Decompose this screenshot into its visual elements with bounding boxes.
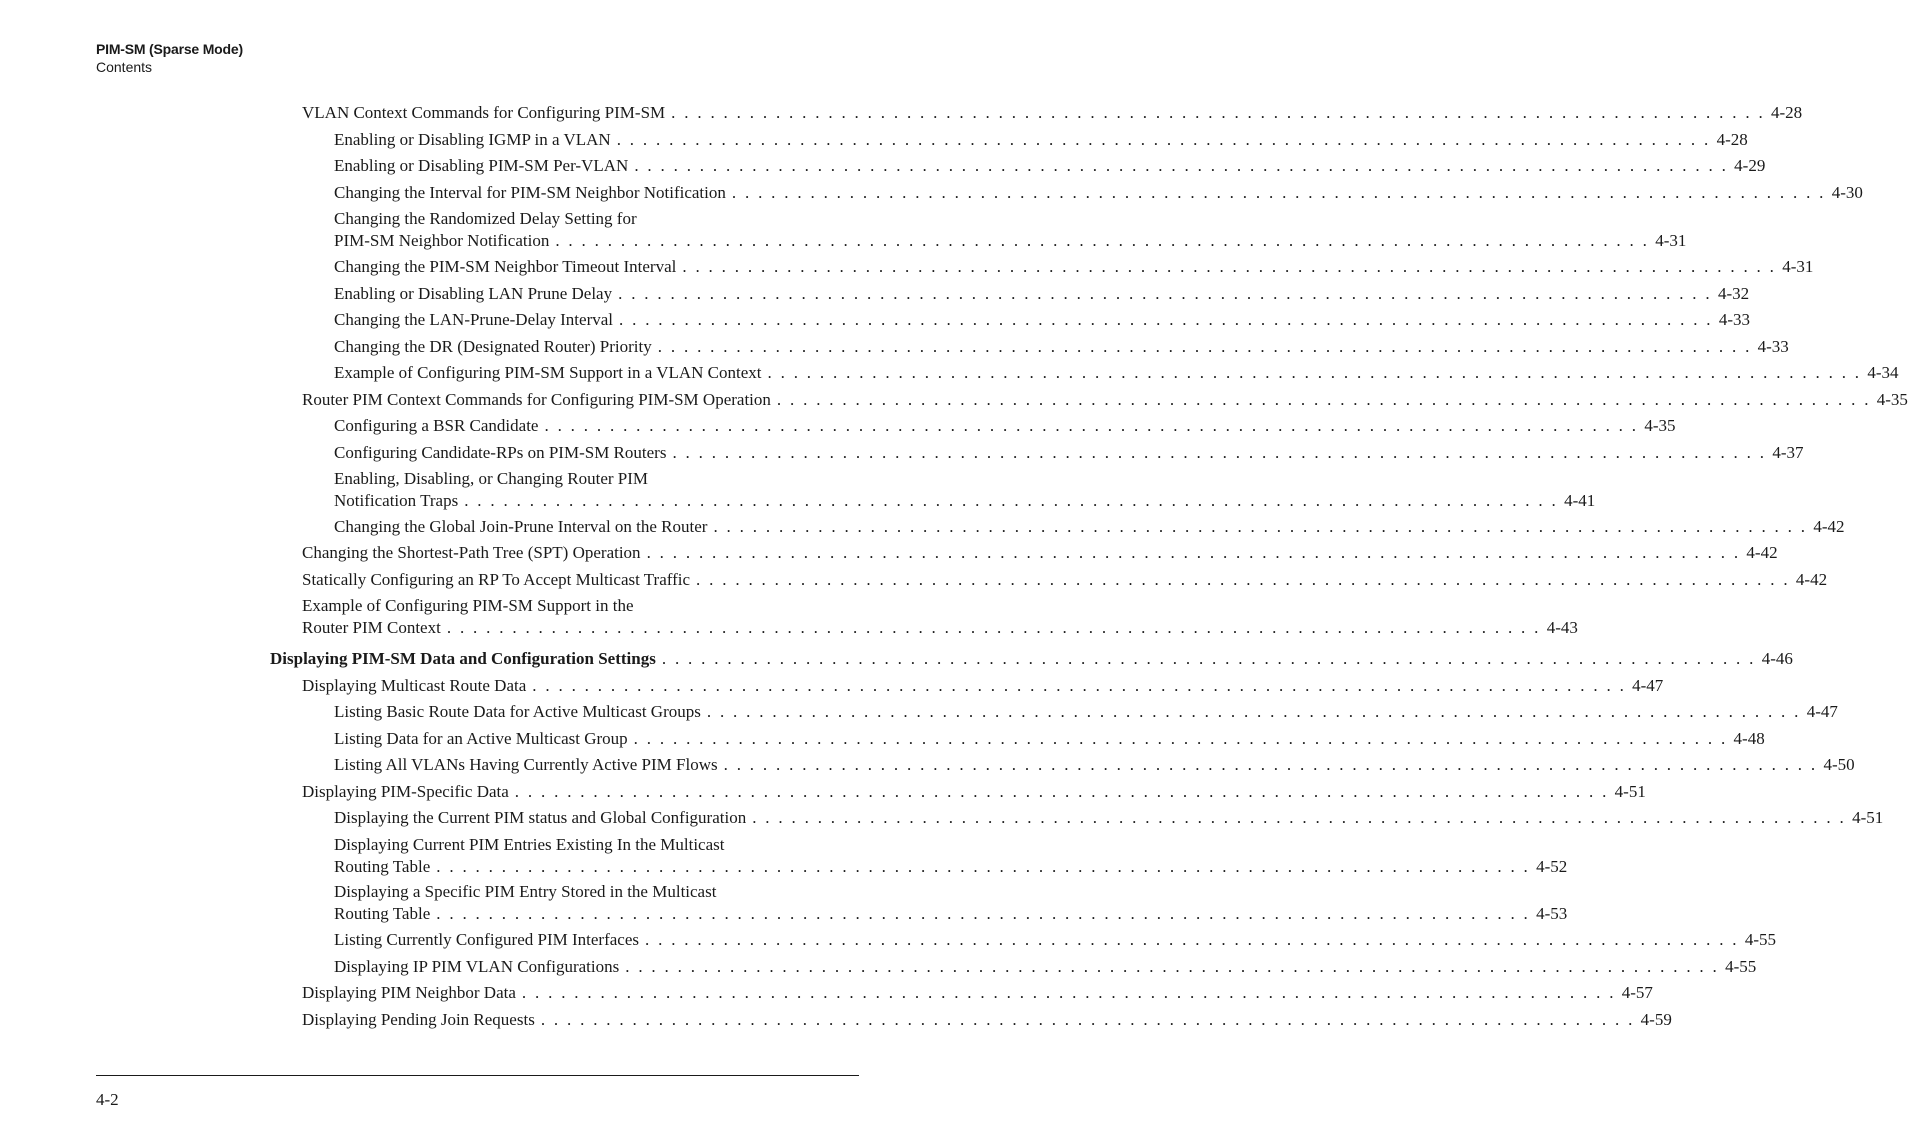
toc-entry-page: 4-46 xyxy=(1761,649,1793,668)
toc-entry[interactable] xyxy=(0,182,1863,204)
toc-entry[interactable] xyxy=(0,834,1568,878)
dot-leader: . . . . . . . . . . . . . . . . . . . . . . . . . . . . . . . . . . . . . . . . . . . . . . . . . . . . . . . . . . . . . . . . . . . . . . . . . . . . . . . . . . . . xyxy=(540,1010,1635,1029)
toc-entry[interactable] xyxy=(0,415,1676,437)
dot-leader: . . . . . . . . . . . . . . . . . . . . . . . . . . . . . . . . . . . . . . . . . . . . . . . . . . . . . . . . . . . . . . . . . . . . . . . . . . . . . . . . . . . . xyxy=(713,517,1808,536)
toc-entry[interactable] xyxy=(0,283,1750,305)
toc-entry-title: PIM-SM Neighbor Notification xyxy=(334,231,550,250)
toc-entry-page: 4-31 xyxy=(1655,231,1687,250)
toc-entry[interactable] xyxy=(0,754,1855,776)
toc-entry-title: VLAN Context Commands for Configuring PIM-SM xyxy=(302,103,666,122)
dot-leader: . . . . . . . . . . . . . . . . . . . . . . . . . . . . . . . . . . . . . . . . . . . . . . . . . . . . . . . . . . . . . . . . . . . . . . . . . . . . . . . . . . . . xyxy=(672,443,1767,462)
toc-entry[interactable] xyxy=(0,956,1757,978)
toc-entry-page: 4-37 xyxy=(1772,443,1804,462)
toc-entry-page: 4-52 xyxy=(1536,857,1568,876)
toc-entry[interactable] xyxy=(0,728,1765,750)
toc-entry-page: 4-28 xyxy=(1716,130,1748,149)
toc-entry[interactable] xyxy=(0,595,1578,639)
toc-entry-title: Notification Traps xyxy=(334,491,459,510)
dot-leader: . . . . . . . . . . . . . . . . . . . . . . . . . . . . . . . . . . . . . . . . . . . . . . . . . . . . . . . . . . . . . . . . . . . . . . . . . . . . . . . . . . . . xyxy=(555,231,1650,250)
dot-leader: . . . . . . . . . . . . . . . . . . . . . . . . . . . . . . . . . . . . . . . . . . . . . . . . . . . . . . . . . . . . . . . . . . . . . . . . . . . . . . . . . . . . xyxy=(619,310,1713,329)
toc-entry[interactable] xyxy=(0,807,1884,829)
toc-entry-page: 4-48 xyxy=(1733,729,1765,748)
toc-entry[interactable] xyxy=(0,155,1766,177)
toc-entry-page: 4-43 xyxy=(1546,618,1578,637)
toc-entry[interactable] xyxy=(0,929,1777,951)
dot-leader: . . . . . . . . . . . . . . . . . . . . . . . . . . . . . . . . . . . . . . . . . . . . . . . . . . . . . . . . . . . . . . . . . . . . . . . . . . . . . . . . . . . . xyxy=(436,904,1531,923)
toc-entry-page: 4-51 xyxy=(1852,808,1884,827)
toc-entry-title: Enabling or Disabling IGMP in a VLAN xyxy=(334,130,611,149)
dot-leader: . . . . . . . . . . . . . . . . . . . . . . . . . . . . . . . . . . . . . . . . . . . . . . . . . . . . . . . . . . . . . . . . . . . . . . . . . . . . . . . . . . . . xyxy=(616,130,1711,149)
dot-leader: . . . . . . . . . . . . . . . . . . . . . . . . . . . . . . . . . . . . . . . . . . . . . . . . . . . . . . . . . . . . . . . . . . . . . . . . . . . . . . . . . . . . xyxy=(521,983,1616,1002)
toc-entry-title: Enabling or Disabling PIM-SM Per-VLAN xyxy=(334,156,629,175)
toc-entry-title: Changing the Shortest-Path Tree (SPT) Operation xyxy=(302,543,641,562)
toc-entry-title: Routing Table xyxy=(334,904,431,923)
toc-entry-title: Configuring a BSR Candidate xyxy=(334,416,539,435)
toc-entry[interactable] xyxy=(0,129,1748,151)
toc-entry[interactable] xyxy=(0,542,1778,564)
toc-entry[interactable] xyxy=(0,881,1568,925)
toc-entry-title: Displaying PIM Neighbor Data xyxy=(302,983,516,1002)
toc-entry[interactable] xyxy=(0,102,1803,124)
toc-entry[interactable] xyxy=(0,389,1908,411)
toc-entry[interactable] xyxy=(0,569,1828,591)
toc-entry[interactable] xyxy=(0,468,1596,512)
dot-leader: . . . . . . . . . . . . . . . . . . . . . . . . . . . . . . . . . . . . . . . . . . . . . . . . . . . . . . . . . . . . . . . . . . . . . . . . . . . . . . . . . . . . xyxy=(731,183,1826,202)
toc-entry-title: Changing the DR (Designated Router) Priority xyxy=(334,337,652,356)
toc-entry[interactable] xyxy=(0,648,1793,670)
toc-entry-title: Router PIM Context xyxy=(302,618,441,637)
dot-leader: . . . . . . . . . . . . . . . . . . . . . . . . . . . . . . . . . . . . . . . . . . . . . . . . . . . . . . . . . . . . . . . . . . . . . . . . . . . . . . . . . . . . xyxy=(646,543,1741,562)
toc-entry-title: Listing Basic Route Data for Active Multicast Groups xyxy=(334,702,701,721)
footer-rule xyxy=(96,1075,859,1076)
dot-leader: . . . . . . . . . . . . . . . . . . . . . . . . . . . . . . . . . . . . . . . . . . . . . . . . . . . . . . . . . . . . . . . . . . . . . . . . . . . . . . . . . . . . xyxy=(661,649,1756,668)
toc-entry-title: Displaying the Current PIM status and Global Configuration xyxy=(334,808,747,827)
toc-entry-page: 4-30 xyxy=(1831,183,1863,202)
toc-entry-title: Router PIM Context Commands for Configuring PIM-SM Operation xyxy=(302,390,771,409)
toc-entry[interactable] xyxy=(0,362,1899,384)
dot-leader: . . . . . . . . . . . . . . . . . . . . . . . . . . . . . . . . . . . . . . . . . . . . . . . . . . . . . . . . . . . . . . . . . . . . . . . . . . . . . . . . . . . . xyxy=(634,156,1729,175)
dot-leader: . . . . . . . . . . . . . . . . . . . . . . . . . . . . . . . . . . . . . . . . . . . . . . . . . . . . . . . . . . . . . . . . . . . . . . . . . . . . . . . . . . . . xyxy=(723,755,1818,774)
toc-entry-title: Displaying Pending Join Requests xyxy=(302,1010,535,1029)
dot-leader: . . . . . . . . . . . . . . . . . . . . . . . . . . . . . . . . . . . . . . . . . . . . . . . . . . . . . . . . . . . . . . . . . . . . . . . . . . . . . . . . . . . . xyxy=(767,363,1862,382)
toc-entry[interactable] xyxy=(0,516,1845,538)
toc-entry-page: 4-42 xyxy=(1795,570,1828,589)
toc-entry-page: 4-57 xyxy=(1621,983,1653,1002)
toc-entry[interactable] xyxy=(0,982,1653,1004)
toc-entry-page: 4-33 xyxy=(1757,337,1789,356)
toc-entry-title: Enabling or Disabling LAN Prune Delay xyxy=(334,284,613,303)
toc-entry-title: Listing Currently Configured PIM Interfaces xyxy=(334,930,639,949)
dot-leader: . . . . . . . . . . . . . . . . . . . . . . . . . . . . . . . . . . . . . . . . . . . . . . . . . . . . . . . . . . . . . . . . . . . . . . . . . . . . . . . . . . . . xyxy=(436,857,1531,876)
dot-leader: . . . . . . . . . . . . . . . . . . . . . . . . . . . . . . . . . . . . . . . . . . . . . . . . . . . . . . . . . . . . . . . . . . . . . . . . . . . . . . . . . . . . xyxy=(514,782,1609,801)
dot-leader: . . . . . . . . . . . . . . . . . . . . . . . . . . . . . . . . . . . . . . . . . . . . . . . . . . . . . . . . . . . . . . . . . . . . . . . . . . . . . . . . . . . . xyxy=(696,570,1790,589)
toc-entry-title-line1: Enabling, Disabling, or Changing Router PIM xyxy=(334,469,649,488)
toc-entry-title-line1: Displaying Current PIM Entries Existing In the Multicast xyxy=(334,835,725,854)
toc-entry-title: Changing the Interval for PIM-SM Neighbor Notification xyxy=(334,183,726,202)
dot-leader: . . . . . . . . . . . . . . . . . . . . . . . . . . . . . . . . . . . . . . . . . . . . . . . . . . . . . . . . . . . . . . . . . . . . . . . . . . . . . . . . . . . . xyxy=(544,416,1639,435)
toc-entry-title: Displaying PIM-SM Data and Configuration Settings xyxy=(270,649,656,668)
toc-entry-title-line1: Example of Configuring PIM-SM Support in the xyxy=(302,596,634,615)
toc-entry-page: 4-47 xyxy=(1632,676,1664,695)
toc-entry-page: 4-32 xyxy=(1717,284,1750,303)
toc-entry-title: Changing the Global Join-Prune Interval on the Router xyxy=(334,517,708,536)
toc-entry-title-line1: Changing the Randomized Delay Setting for xyxy=(334,209,637,228)
toc-entry-title: Example of Configuring PIM-SM Support in a VLAN Context xyxy=(334,363,762,382)
toc-entry[interactable] xyxy=(0,256,1814,278)
toc-entry-title: Displaying IP PIM VLAN Configurations xyxy=(334,957,620,976)
toc-entry[interactable] xyxy=(0,309,1751,331)
toc-entry-page: 4-47 xyxy=(1806,702,1838,721)
dot-leader: . . . . . . . . . . . . . . . . . . . . . . . . . . . . . . . . . . . . . . . . . . . . . . . . . . . . . . . . . . . . . . . . . . . . . . . . . . . . . . . . . . . . xyxy=(625,957,1720,976)
dot-leader: . . . . . . . . . . . . . . . . . . . . . . . . . . . . . . . . . . . . . . . . . . . . . . . . . . . . . . . . . . . . . . . . . . . . . . . . . . . . . . . . . . . . xyxy=(633,729,1728,748)
toc-entry-page: 4-55 xyxy=(1725,957,1757,976)
toc-entry-page: 4-29 xyxy=(1734,156,1766,175)
dot-leader: . . . . . . . . . . . . . . . . . . . . . . . . . . . . . . . . . . . . . . . . . . . . . . . . . . . . . . . . . . . . . . . . . . . . . . . . . . . . . . . . . . . . xyxy=(682,257,1777,276)
toc-entry-page: 4-50 xyxy=(1823,755,1855,774)
toc-entry-title: Displaying PIM-Specific Data xyxy=(302,782,509,801)
toc-entry-page: 4-55 xyxy=(1744,930,1777,949)
dot-leader: . . . . . . . . . . . . . . . . . . . . . . . . . . . . . . . . . . . . . . . . . . . . . . . . . . . . . . . . . . . . . . . . . . . . . . . . . . . . . . . . . . . . xyxy=(671,103,1765,122)
toc-entry-page: 4-33 xyxy=(1718,310,1751,329)
dot-leader: . . . . . . . . . . . . . . . . . . . . . . . . . . . . . . . . . . . . . . . . . . . . . . . . . . . . . . . . . . . . . . . . . . . . . . . . . . . . . . . . . . . . xyxy=(464,491,1559,510)
dot-leader: . . . . . . . . . . . . . . . . . . . . . . . . . . . . . . . . . . . . . . . . . . . . . . . . . . . . . . . . . . . . . . . . . . . . . . . . . . . . . . . . . . . . xyxy=(752,808,1847,827)
dot-leader: . . . . . . . . . . . . . . . . . . . . . . . . . . . . . . . . . . . . . . . . . . . . . . . . . . . . . . . . . . . . . . . . . . . . . . . . . . . . . . . . . . . . xyxy=(618,284,1712,303)
toc-entry-title: Routing Table xyxy=(334,857,431,876)
toc-entry-page: 4-28 xyxy=(1771,103,1803,122)
dot-leader: . . . . . . . . . . . . . . . . . . . . . . . . . . . . . . . . . . . . . . . . . . . . . . . . . . . . . . . . . . . . . . . . . . . . . . . . . . . . . . . . . . . . xyxy=(776,390,1871,409)
chapter-title: PIM-SM (Sparse Mode) xyxy=(96,41,243,57)
toc-entry-title: Statically Configuring an RP To Accept Multicast Traffic xyxy=(302,570,691,589)
toc-entry-title: Configuring Candidate-RPs on PIM-SM Routers xyxy=(334,443,667,462)
dot-leader: . . . . . . . . . . . . . . . . . . . . . . . . . . . . . . . . . . . . . . . . . . . . . . . . . . . . . . . . . . . . . . . . . . . . . . . . . . . . . . . . . . . . xyxy=(657,337,1752,356)
toc-entry-title: Changing the PIM-SM Neighbor Timeout Interval xyxy=(334,257,677,276)
toc-entry[interactable] xyxy=(0,781,1646,803)
toc-entry-page: 4-42 xyxy=(1813,517,1845,536)
toc-entry[interactable] xyxy=(0,701,1838,723)
toc-entry[interactable] xyxy=(0,442,1804,464)
dot-leader: . . . . . . . . . . . . . . . . . . . . . . . . . . . . . . . . . . . . . . . . . . . . . . . . . . . . . . . . . . . . . . . . . . . . . . . . . . . . . . . . . . . . xyxy=(532,676,1627,695)
toc-entry-page: 4-42 xyxy=(1746,543,1778,562)
dot-leader: . . . . . . . . . . . . . . . . . . . . . . . . . . . . . . . . . . . . . . . . . . . . . . . . . . . . . . . . . . . . . . . . . . . . . . . . . . . . . . . . . . . . xyxy=(706,702,1801,721)
toc-entry-title: Changing the LAN-Prune-Delay Interval xyxy=(334,310,613,329)
toc-entry-page: 4-53 xyxy=(1536,904,1568,923)
toc-entry-page: 4-59 xyxy=(1640,1010,1672,1029)
toc-entry-title: Listing Data for an Active Multicast Group xyxy=(334,729,628,748)
dot-leader: . . . . . . . . . . . . . . . . . . . . . . . . . . . . . . . . . . . . . . . . . . . . . . . . . . . . . . . . . . . . . . . . . . . . . . . . . . . . . . . . . . . . xyxy=(446,618,1541,637)
toc-entry-page: 4-35 xyxy=(1644,416,1676,435)
toc-entry[interactable] xyxy=(0,1009,1672,1031)
toc-entry-page: 4-41 xyxy=(1564,491,1596,510)
toc-entry-page: 4-35 xyxy=(1876,390,1908,409)
toc-entry-page: 4-34 xyxy=(1867,363,1899,382)
toc-entry-page: 4-51 xyxy=(1614,782,1646,801)
toc-entry-title: Listing All VLANs Having Currently Active PIM Flows xyxy=(334,755,718,774)
page-number: 4-2 xyxy=(96,1090,119,1109)
toc-entry-title-line1: Displaying a Specific PIM Entry Stored in the Multicast xyxy=(334,882,717,901)
toc-entry[interactable] xyxy=(0,675,1664,697)
dot-leader: . . . . . . . . . . . . . . . . . . . . . . . . . . . . . . . . . . . . . . . . . . . . . . . . . . . . . . . . . . . . . . . . . . . . . . . . . . . . . . . . . . . . xyxy=(645,930,1739,949)
toc-entry-title: Displaying Multicast Route Data xyxy=(302,676,527,695)
toc-entry[interactable] xyxy=(0,208,1687,252)
toc-entry[interactable] xyxy=(0,336,1789,358)
section-label: Contents xyxy=(96,59,153,75)
toc-entry-page: 4-31 xyxy=(1782,257,1814,276)
